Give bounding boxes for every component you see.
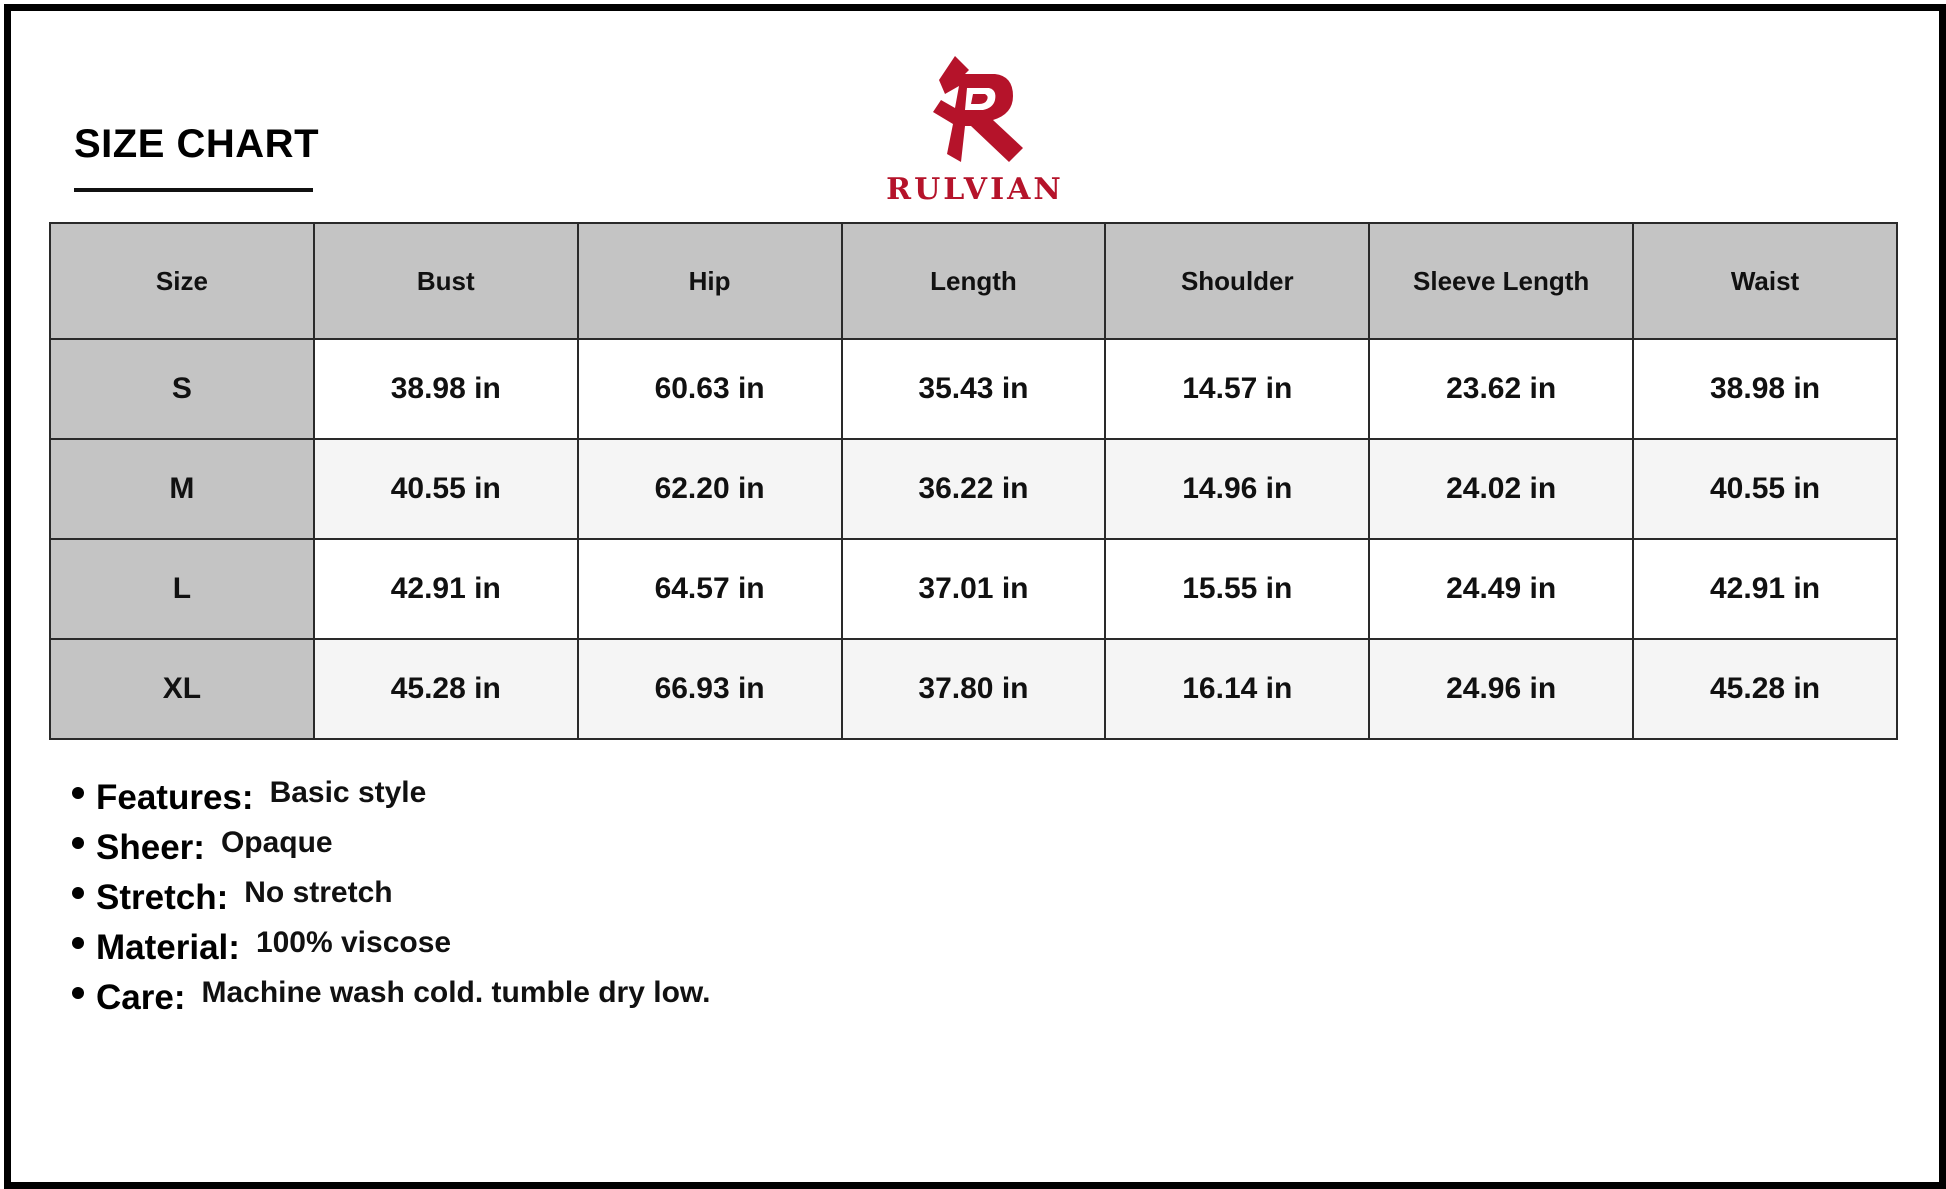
table-cell: 37.80 in [842, 639, 1106, 739]
feature-value: Basic style [269, 776, 427, 809]
table-row [50, 439, 1897, 539]
size-cell: L [50, 539, 314, 639]
feature-label: Features: [96, 778, 254, 817]
title-underline [74, 188, 313, 192]
table-cell: 42.91 in [1633, 539, 1897, 639]
table-cell: 24.02 in [1369, 439, 1633, 539]
feature-value: Machine wash cold. tumble dry low. [201, 976, 711, 1009]
table-cell: 37.01 in [842, 539, 1106, 639]
feature-label: Stretch: [96, 878, 229, 917]
table-cell: 60.63 in [578, 339, 842, 439]
table-cell: 15.55 in [1105, 539, 1369, 639]
header-sleeve-length: Sleeve Length [1369, 223, 1633, 339]
bullet-icon [72, 837, 84, 849]
table-cell: 64.57 in [578, 539, 842, 639]
size-cell: M [50, 439, 314, 539]
bullet-icon [72, 987, 84, 999]
size-chart-table [49, 222, 1898, 740]
feature-item-sheer [72, 820, 710, 870]
feature-item-stretch [72, 870, 710, 920]
size-cell: XL [50, 639, 314, 739]
bullet-icon [72, 887, 84, 899]
table-cell: 24.49 in [1369, 539, 1633, 639]
table-row [50, 539, 1897, 639]
header-length: Length [842, 223, 1106, 339]
header-bust: Bust [314, 223, 578, 339]
table-cell: 24.96 in [1369, 639, 1633, 739]
brand-name: RULVIAN [886, 172, 1064, 207]
table-cell: 40.55 in [314, 439, 578, 539]
table-cell: 62.20 in [578, 439, 842, 539]
table-cell: 23.62 in [1369, 339, 1633, 439]
feature-item-features [72, 770, 710, 820]
feature-item-care [72, 970, 710, 1020]
table-cell: 45.28 in [1633, 639, 1897, 739]
header-size: Size [50, 223, 314, 339]
brand-logo-icon [925, 54, 1025, 166]
table-cell: 35.43 in [842, 339, 1106, 439]
feature-label: Care: [96, 978, 186, 1017]
header-hip: Hip [578, 223, 842, 339]
bullet-icon [72, 937, 84, 949]
table-cell: 42.91 in [314, 539, 578, 639]
table-row [50, 639, 1897, 739]
table-row [50, 339, 1897, 439]
product-features-list [72, 770, 710, 1020]
table-cell: 45.28 in [314, 639, 578, 739]
header-shoulder: Shoulder [1105, 223, 1369, 339]
table-cell: 38.98 in [314, 339, 578, 439]
table-cell: 14.57 in [1105, 339, 1369, 439]
table-cell: 14.96 in [1105, 439, 1369, 539]
feature-value: Opaque [220, 826, 333, 859]
table-header-row [50, 223, 1897, 339]
feature-label: Material: [96, 928, 240, 967]
table-cell: 38.98 in [1633, 339, 1897, 439]
table-cell: 66.93 in [578, 639, 842, 739]
feature-value: No stretch [244, 876, 393, 909]
table-cell: 36.22 in [842, 439, 1106, 539]
page-title: SIZE CHART [74, 122, 319, 166]
size-cell: S [50, 339, 314, 439]
table-cell: 16.14 in [1105, 639, 1369, 739]
feature-value: 100% viscose [255, 926, 452, 959]
feature-label: Sheer: [96, 828, 205, 867]
header-waist: Waist [1633, 223, 1897, 339]
table-cell: 40.55 in [1633, 439, 1897, 539]
feature-item-material [72, 920, 710, 970]
bullet-icon [72, 787, 84, 799]
